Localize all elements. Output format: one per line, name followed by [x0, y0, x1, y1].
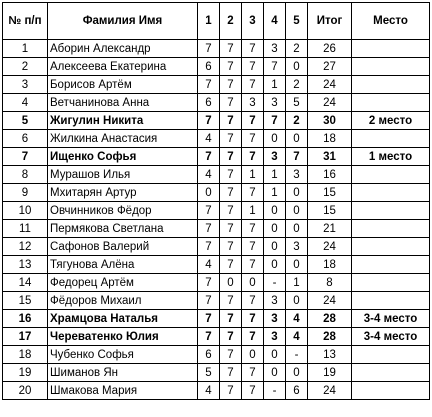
cell-task-1: 7 [198, 328, 220, 346]
cell-task-4: 0 [264, 130, 286, 148]
header-number: № п/п [3, 3, 48, 40]
cell-number: 5 [3, 112, 48, 130]
table-row [3, 130, 430, 148]
cell-total: 24 [308, 238, 352, 256]
cell-task-4: 0 [264, 364, 286, 382]
cell-place [352, 346, 430, 364]
cell-task-5: 5 [286, 94, 308, 112]
cell-task-2: 7 [220, 238, 242, 256]
header-task-3: 3 [242, 3, 264, 40]
cell-task-1: 6 [198, 346, 220, 364]
cell-total: 26 [308, 40, 352, 58]
cell-task-4: 7 [264, 58, 286, 76]
cell-total: 28 [308, 310, 352, 328]
cell-task-1: 4 [198, 256, 220, 274]
cell-task-4: 3 [264, 94, 286, 112]
cell-task-5: 0 [286, 292, 308, 310]
cell-task-2: 7 [220, 76, 242, 94]
cell-task-3: 7 [242, 364, 264, 382]
cell-name: Чубенко Софья [48, 346, 198, 364]
cell-task-4: 3 [264, 328, 286, 346]
cell-task-4: 1 [264, 166, 286, 184]
table-row [3, 220, 430, 238]
cell-task-2: 7 [220, 130, 242, 148]
cell-task-5: 7 [286, 148, 308, 166]
results-body [3, 40, 430, 400]
cell-number: 16 [3, 310, 48, 328]
cell-place [352, 76, 430, 94]
cell-task-1: 7 [198, 292, 220, 310]
cell-place [352, 220, 430, 238]
cell-place [352, 202, 430, 220]
header-task-1: 1 [198, 3, 220, 40]
cell-task-3: 0 [242, 274, 264, 292]
cell-task-4: - [264, 274, 286, 292]
table-row [3, 40, 430, 58]
table-row [3, 166, 430, 184]
cell-name: Жилкина Анастасия [48, 130, 198, 148]
header-total: Итог [308, 3, 352, 40]
cell-task-3: 0 [242, 346, 264, 364]
table-row [3, 310, 430, 328]
cell-task-3: 7 [242, 310, 264, 328]
cell-task-3: 7 [242, 292, 264, 310]
cell-place: 2 место [352, 112, 430, 130]
table-row [3, 94, 430, 112]
cell-total: 27 [308, 58, 352, 76]
cell-task-2: 7 [220, 310, 242, 328]
cell-number: 2 [3, 58, 48, 76]
cell-task-4: 3 [264, 292, 286, 310]
cell-number: 6 [3, 130, 48, 148]
cell-name: Мурашов Илья [48, 166, 198, 184]
cell-place: 3-4 место [352, 328, 430, 346]
cell-task-2: 7 [220, 94, 242, 112]
cell-place [352, 130, 430, 148]
cell-place [352, 274, 430, 292]
cell-task-3: 7 [242, 256, 264, 274]
cell-total: 13 [308, 346, 352, 364]
cell-name: Фёдоров Михаил [48, 292, 198, 310]
cell-task-2: 7 [220, 148, 242, 166]
cell-number: 1 [3, 40, 48, 58]
cell-name: Ветчанинова Анна [48, 94, 198, 112]
cell-task-2: 7 [220, 58, 242, 76]
cell-total: 24 [308, 94, 352, 112]
cell-task-2: 7 [220, 202, 242, 220]
cell-number: 19 [3, 364, 48, 382]
cell-task-5: 0 [286, 202, 308, 220]
header-task-2: 2 [220, 3, 242, 40]
cell-name: Шмакова Мария [48, 382, 198, 400]
cell-task-1: 5 [198, 364, 220, 382]
cell-number: 9 [3, 184, 48, 202]
cell-task-2: 0 [220, 274, 242, 292]
cell-place [352, 292, 430, 310]
cell-place [352, 40, 430, 58]
cell-total: 16 [308, 166, 352, 184]
table-row [3, 346, 430, 364]
cell-number: 12 [3, 238, 48, 256]
cell-task-4: 0 [264, 220, 286, 238]
cell-name: Мхитарян Артур [48, 184, 198, 202]
cell-number: 10 [3, 202, 48, 220]
results-table [2, 2, 430, 400]
cell-name: Храмцова Наталья [48, 310, 198, 328]
cell-task-5: 3 [286, 166, 308, 184]
table-row [3, 256, 430, 274]
cell-number: 18 [3, 346, 48, 364]
cell-number: 17 [3, 328, 48, 346]
cell-task-5: 4 [286, 328, 308, 346]
cell-task-2: 7 [220, 328, 242, 346]
cell-task-4: 1 [264, 76, 286, 94]
cell-task-4: - [264, 382, 286, 400]
cell-number: 7 [3, 148, 48, 166]
cell-task-5: 2 [286, 112, 308, 130]
cell-task-2: 7 [220, 364, 242, 382]
cell-name: Борисов Артём [48, 76, 198, 94]
cell-task-4: 3 [264, 148, 286, 166]
cell-task-5: - [286, 346, 308, 364]
cell-task-1: 7 [198, 310, 220, 328]
cell-name: Ищенко Софья [48, 148, 198, 166]
cell-task-5: 0 [286, 184, 308, 202]
cell-place [352, 94, 430, 112]
cell-total: 24 [308, 76, 352, 94]
cell-task-5: 3 [286, 238, 308, 256]
cell-total: 30 [308, 112, 352, 130]
table-row [3, 364, 430, 382]
cell-task-1: 6 [198, 58, 220, 76]
cell-task-1: 4 [198, 166, 220, 184]
cell-number: 4 [3, 94, 48, 112]
cell-task-5: 0 [286, 220, 308, 238]
table-row [3, 238, 430, 256]
cell-number: 15 [3, 292, 48, 310]
cell-task-1: 7 [198, 112, 220, 130]
cell-name: Алексеева Екатерина [48, 58, 198, 76]
cell-place [352, 58, 430, 76]
table-row [3, 112, 430, 130]
cell-total: 15 [308, 202, 352, 220]
cell-task-2: 7 [220, 292, 242, 310]
cell-task-1: 6 [198, 94, 220, 112]
cell-name: Федорец Артём [48, 274, 198, 292]
cell-name: Жигулин Никита [48, 112, 198, 130]
table-row [3, 202, 430, 220]
cell-task-1: 7 [198, 148, 220, 166]
cell-total: 21 [308, 220, 352, 238]
cell-task-1: 0 [198, 184, 220, 202]
cell-task-3: 7 [242, 328, 264, 346]
cell-task-3: 3 [242, 94, 264, 112]
cell-task-4: 0 [264, 256, 286, 274]
cell-task-5: 1 [286, 274, 308, 292]
cell-task-2: 7 [220, 166, 242, 184]
cell-task-5: 4 [286, 310, 308, 328]
cell-total: 31 [308, 148, 352, 166]
cell-total: 15 [308, 184, 352, 202]
cell-task-5: 0 [286, 58, 308, 76]
table-row [3, 328, 430, 346]
cell-place [352, 238, 430, 256]
cell-task-3: 7 [242, 148, 264, 166]
cell-total: 19 [308, 364, 352, 382]
table-row [3, 148, 430, 166]
cell-total: 28 [308, 328, 352, 346]
cell-number: 20 [3, 382, 48, 400]
cell-task-3: 7 [242, 76, 264, 94]
cell-place [352, 364, 430, 382]
cell-task-3: 1 [242, 202, 264, 220]
cell-task-5: 6 [286, 382, 308, 400]
cell-task-5: 0 [286, 256, 308, 274]
cell-total: 24 [308, 382, 352, 400]
cell-number: 13 [3, 256, 48, 274]
cell-task-3: 7 [242, 184, 264, 202]
cell-task-5: 0 [286, 364, 308, 382]
cell-task-3: 7 [242, 382, 264, 400]
cell-total: 18 [308, 130, 352, 148]
cell-task-4: 0 [264, 238, 286, 256]
cell-task-4: 0 [264, 346, 286, 364]
cell-total: 8 [308, 274, 352, 292]
cell-task-2: 7 [220, 256, 242, 274]
cell-name: Аборин Александр [48, 40, 198, 58]
cell-task-3: 7 [242, 58, 264, 76]
cell-name: Пермякова Светлана [48, 220, 198, 238]
cell-task-2: 7 [220, 184, 242, 202]
cell-place [352, 382, 430, 400]
cell-task-3: 7 [242, 238, 264, 256]
table-row [3, 382, 430, 400]
cell-task-4: 0 [264, 202, 286, 220]
cell-task-2: 7 [220, 346, 242, 364]
cell-number: 11 [3, 220, 48, 238]
cell-task-4: 1 [264, 184, 286, 202]
cell-place [352, 184, 430, 202]
cell-task-3: 7 [242, 130, 264, 148]
cell-number: 14 [3, 274, 48, 292]
cell-task-3: 1 [242, 166, 264, 184]
cell-task-3: 7 [242, 220, 264, 238]
cell-task-2: 7 [220, 382, 242, 400]
cell-name: Тягунова Алёна [48, 256, 198, 274]
cell-task-3: 7 [242, 112, 264, 130]
cell-number: 8 [3, 166, 48, 184]
cell-task-2: 7 [220, 112, 242, 130]
cell-place [352, 166, 430, 184]
header-place: Место [352, 3, 430, 40]
header-task-4: 4 [264, 3, 286, 40]
table-row [3, 58, 430, 76]
cell-task-1: 7 [198, 238, 220, 256]
cell-place: 3-4 место [352, 310, 430, 328]
cell-name: Сафонов Валерий [48, 238, 198, 256]
cell-task-2: 7 [220, 220, 242, 238]
cell-name: Шиманов Ян [48, 364, 198, 382]
cell-place [352, 256, 430, 274]
table-row [3, 76, 430, 94]
cell-task-4: 7 [264, 112, 286, 130]
cell-place: 1 место [352, 148, 430, 166]
table-row [3, 184, 430, 202]
cell-task-5: 2 [286, 76, 308, 94]
cell-total: 18 [308, 256, 352, 274]
table-row [3, 274, 430, 292]
cell-task-5: 0 [286, 130, 308, 148]
cell-task-3: 7 [242, 40, 264, 58]
cell-name: Череватенко Юлия [48, 328, 198, 346]
cell-name: Овчинников Фёдор [48, 202, 198, 220]
cell-total: 24 [308, 292, 352, 310]
cell-task-1: 7 [198, 274, 220, 292]
cell-task-4: 3 [264, 40, 286, 58]
cell-task-4: 3 [264, 310, 286, 328]
cell-task-1: 7 [198, 40, 220, 58]
header-task-5: 5 [286, 3, 308, 40]
header-name: Фамилия Имя [48, 3, 198, 40]
cell-task-5: 2 [286, 40, 308, 58]
header-row [3, 3, 430, 40]
cell-task-1: 7 [198, 220, 220, 238]
cell-task-1: 4 [198, 130, 220, 148]
table-row [3, 292, 430, 310]
cell-task-1: 7 [198, 76, 220, 94]
cell-task-2: 7 [220, 40, 242, 58]
cell-number: 3 [3, 76, 48, 94]
cell-task-1: 7 [198, 202, 220, 220]
cell-task-1: 4 [198, 382, 220, 400]
